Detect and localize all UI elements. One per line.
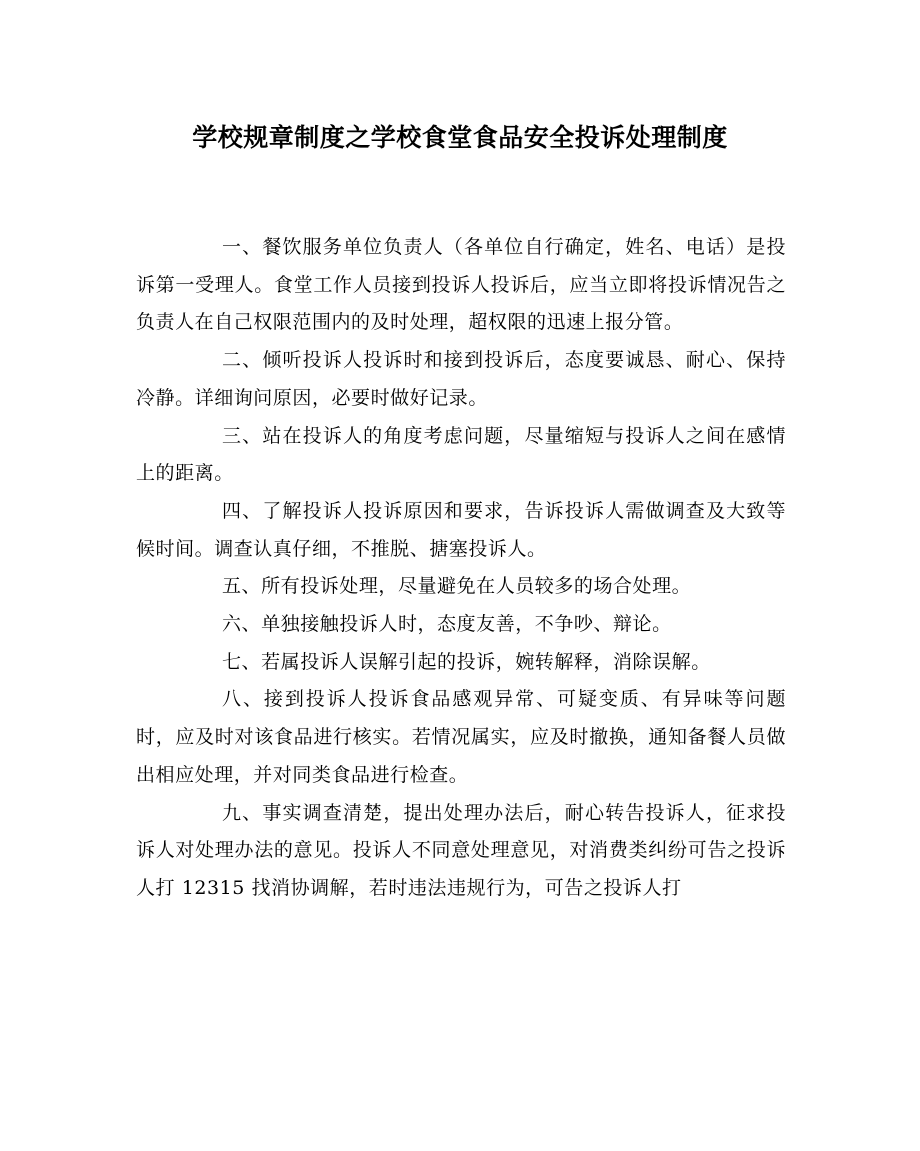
paragraph-3: 三、站在投诉人的角度考虑问题，尽量缩短与投诉人之间在感情上的距离。 <box>136 424 786 485</box>
paragraph-2: 二、倾听投诉人投诉时和接到投诉后，态度要诚恳、耐心、保持冷静。详细询问原因，必要时做好记录。 <box>136 349 786 409</box>
paragraph-8: 八、接到投诉人投诉食品感观异常、可疑变质、有异味等问题时，应及时对该食品进行核实。若情况属实，应及时撤换，通知备餐人员做出相应处理，并对同类食品进行检查。 <box>136 688 786 786</box>
paragraph-9: 九、事实调查清楚，提出处理办法后，耐心转告投诉人，征求投诉人对处理办法的意见。投诉人不同意处理意见，对消费类纠纷可告之投诉人打 12315 找消协调解，若时违法违规行为，可告之投诉人打 <box>136 801 786 899</box>
paragraph-1: 一、餐饮服务单位负责人（各单位自行确定，姓名、电话）是投诉第一受理人。食堂工作人员接到投诉人投诉后，应当立即将投诉情况告之负责人在自己权限范围内的及时处理，超权限的迅速上报分管。 <box>136 236 786 334</box>
paragraph-5: 五、所有投诉处理，尽量避免在人员较多的场合处理。 <box>222 575 692 598</box>
paragraph-7: 七、若属投诉人误解引起的投诉，婉转解释，消除误解。 <box>222 650 711 673</box>
document-title: 学校规章制度之学校食堂食品安全投诉处理制度 <box>192 123 728 152</box>
paragraph-6: 六、单独接触投诉人时，态度友善，不争吵、辩论。 <box>222 613 672 636</box>
paragraph-4: 四、了解投诉人投诉原因和要求，告诉投诉人需做调查及大致等候时间。调查认真仔细，不推脱、搪塞投诉人。 <box>136 499 786 560</box>
document-body <box>136 229 786 908</box>
